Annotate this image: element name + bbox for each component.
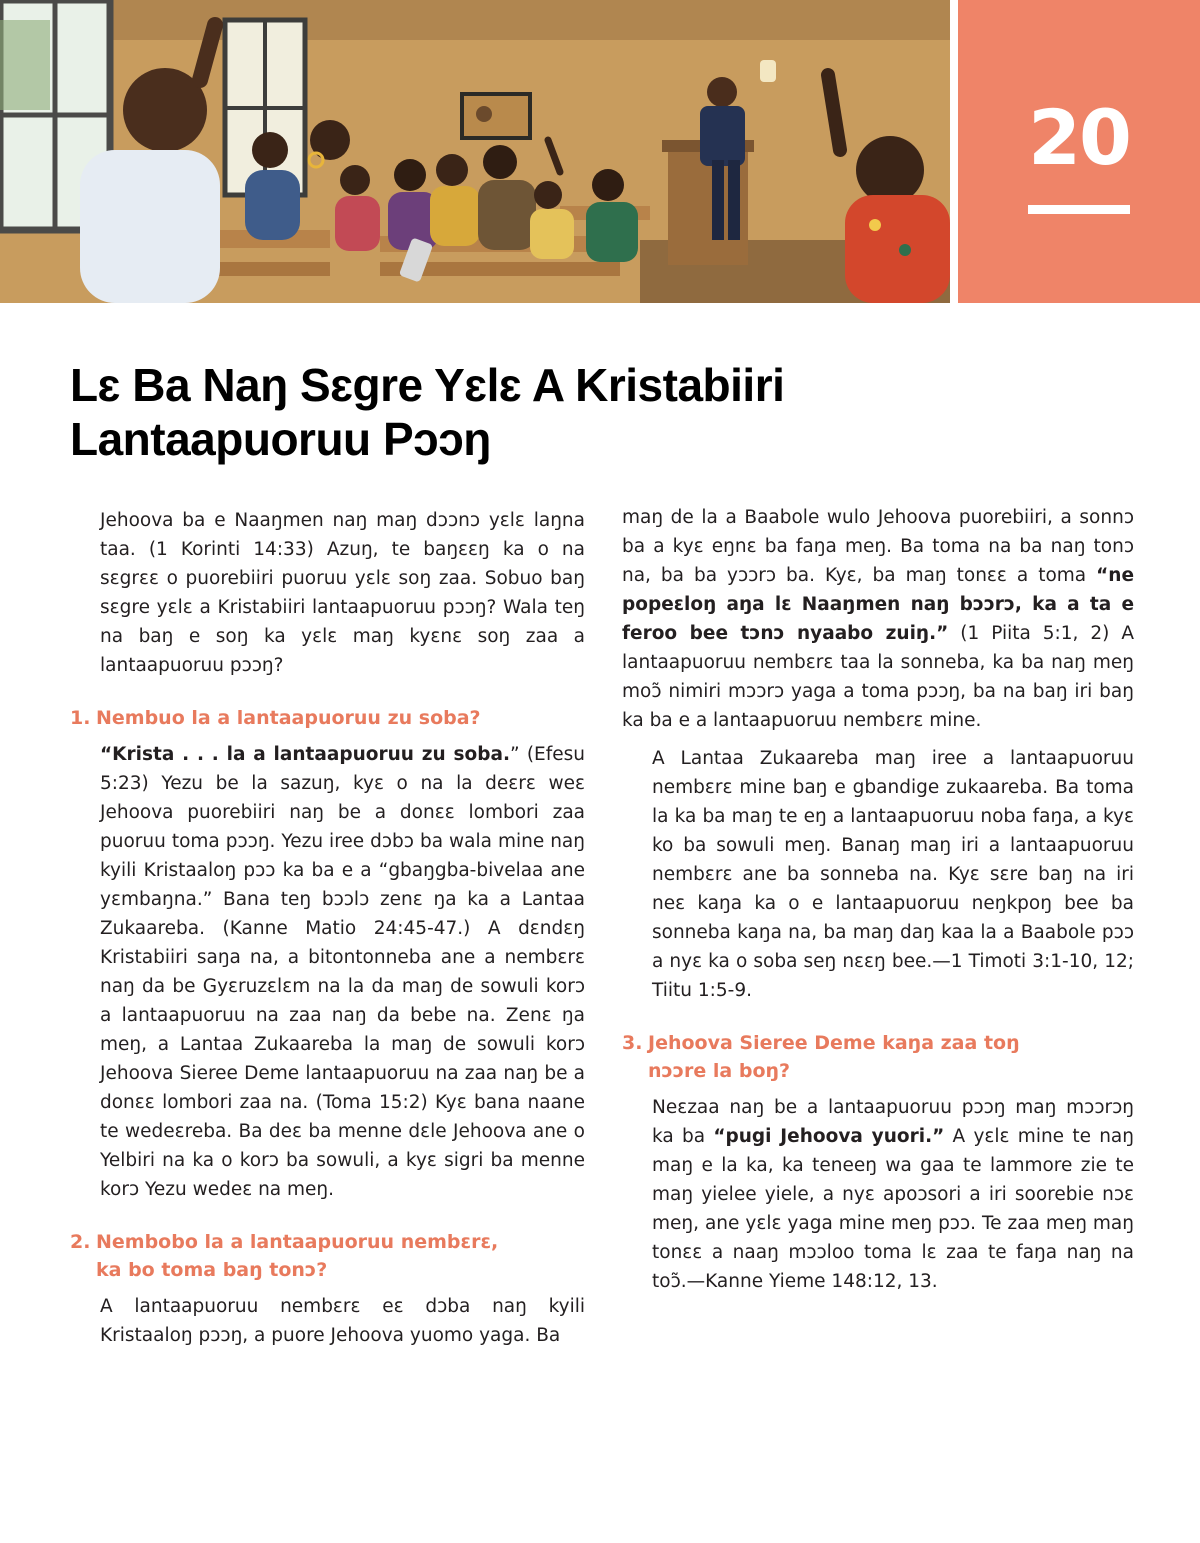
section-1-text: ” (Efesu 5:23) Yezu be la sazuŋ, kyɛ o na la deɛrɛ weɛ Jehoova puorebiiri naŋ be a donɛɛ lombori zaa puoruu toma pɔɔŋ. Yezu iree dɔbɔ ba wala mine naŋ kyili Kristaaloŋ pɔɔ ka ba e a “gbaŋgba-bivelaa ane yɛmbaŋna.” Bana teŋ bɔɔlɔ zenɛ ŋa ka a Lantaa Zukaareba. (Kanne Matio 24:45-47.) A dɛndɛŋ Kristabiiri saŋa na, a bitontonneba ane a nembɛrɛ naŋ da be Gyɛruzɛlɛm na la da maŋ de sowuli korɔ a lantaapuoruu na zaa naŋ da bebe na. Zenɛ ŋa meŋ, a Lantaa Zukaareba la maŋ de sowuli korɔ Jehoova Sieree Deme lantaapuoruu na zaa naŋ be a donɛɛ lombori zaa na. (Toma 15:2) Kyɛ bana naane te wedeɛreba. Ba deɛ ba menne dɛle Jehoova ane o Yelbiri na ka o korɔ ba sowuli, a kyɛ sigri ba menne korɔ Yezu wedeɛ na meŋ. — [100, 744, 585, 1200]
section-3-paragraph — [622, 1093, 1134, 1296]
page-title — [70, 358, 970, 466]
header-photo — [0, 0, 950, 303]
section-2-text-b: (1 Piita 5:1, 2) A lantaapuoruu nembɛrɛ taa la sonneba, ka ba naŋ meŋ moɔ̃ nimiri mɔɔrɔ yaga a toma pɔɔŋ, ba na baŋ iri baŋ ka ba e a lantaapuoruu nembɛrɛ mine. — [622, 623, 1134, 731]
right-column — [622, 503, 1134, 1305]
section-2-paragraph-2: A Lantaa Zukaareba maŋ iree a lantaapuoruu nembɛrɛ mine baŋ e gbandige zukaareba. Ba toma la ka ba maŋ te eŋ a lantaapuoruu noba faŋa, a kyɛ ko ba sowuli meŋ. Banaŋ maŋ iri a lantaapuoruu nembɛrɛ ane ba sonneba na. Kyɛ sɛre baŋ na iri neɛ kaŋa ka o e lantaapuoruu neŋkpoŋ bee ba sonneba kaŋa na, ba maŋ daŋ kaa la a Baabole pɔɔ a nyɛ ka o soba seŋ nɛɛŋ bee.—1 Timoti 3:1-10, 12; Tiitu 1:5-9. — [652, 748, 1134, 1001]
question-2-heading — [70, 1228, 585, 1284]
question-2-text-line2: ka bo toma baŋ tonɔ? — [96, 1259, 328, 1281]
question-3-text-line1: Jehoova Sieree Deme kaŋa zaa toŋ — [648, 1032, 1020, 1054]
intro-paragraph: Jehoova ba e Naaŋmen naŋ maŋ dɔɔnɔ yɛlɛ laŋna taa. (1 Korinti 14:33) Azuŋ, te baŋɛɛŋ ka o na sɛgrɛɛ o puorebiiri puoruu yɛlɛ soŋ zaa. Sobuo baŋ sɛgre yɛlɛ a Kristabiiri lantaapuoruu pɔɔŋ? Wala teŋ na baŋ e soŋ ka yɛlɛ maŋ kyɛnɛ soŋ zaa a lantaapuoruu pɔɔŋ? — [100, 510, 585, 676]
section-1-paragraph — [70, 740, 585, 1204]
section-2-quote: “ne popeɛloŋ aŋa lɛ Naaŋmen naŋ bɔɔrɔ, ka a ta e feroo bee tɔnɔ nyaabo zuiŋ.” — [622, 565, 1134, 644]
section-3-text-a: Neɛzaa naŋ be a lantaapuoruu pɔɔŋ maŋ mɔɔrɔŋ ka ba — [652, 1097, 1134, 1147]
question-1-number: 1. — [70, 707, 91, 729]
question-1-text: Nembuo la a lantaapuoruu zu soba? — [96, 707, 481, 729]
question-3-number: 3. — [622, 1032, 643, 1054]
page-title-line1: Lɛ Ba Naŋ Sɛgre Yɛlɛ A Kristabiiri — [70, 359, 785, 411]
lesson-number-badge — [958, 0, 1200, 303]
question-3-text-line2: nɔɔre la boŋ? — [648, 1060, 791, 1082]
lesson-number: 20 — [1028, 93, 1130, 182]
left-column — [70, 506, 585, 1359]
section-2-paragraph-start: A lantaapuoruu nembɛrɛ eɛ dɔba naŋ kyili Kristaaloŋ pɔɔŋ, a puore Jehoova yuomo yaga. Ba — [100, 1296, 585, 1346]
page-title-line2: Lantaapuoruu Pɔɔŋ — [70, 413, 491, 465]
question-2-number: 2. — [70, 1231, 91, 1253]
lesson-number-rule — [1028, 205, 1130, 214]
congregation-meeting-illustration — [0, 0, 950, 303]
section-3-quote: “pugi Jehoova yuori.” — [713, 1126, 945, 1147]
section-2-paragraph-continued — [622, 503, 1134, 735]
section-2-text-a: maŋ de la a Baabole wulo Jehoova puorebiiri, a sonnɔ ba a kyɛ eŋnɛ ba faŋa meŋ. Ba toma na ba naŋ tonɔ na, ba ba yɔɔrɔ ba. Kyɛ, ba maŋ tonɛɛ a toma — [622, 507, 1134, 586]
question-1-heading — [70, 704, 585, 732]
question-2-text-line1: Nembobo la a lantaapuoruu nembɛrɛ, — [96, 1231, 499, 1253]
section-1-quote: “Krista . . . la a lantaapuoruu zu soba. — [100, 744, 510, 765]
question-3-heading — [622, 1029, 1134, 1085]
section-3-text-b: A yɛlɛ mine te naŋ maŋ e la ka, ka teneeŋ wa gaa te lammore zie te maŋ yielee yiele, a nyɛ apoɔsori a iri soorebie nɔɛ meŋ, ane yɛlɛ yaga mine meŋ pɔɔ. Te zaa meŋ maŋ tonɛɛ a naaŋ mɔɔloo toma lɛ zaa te faŋa naŋ na toɔ̃.—Kanne Yieme 148:12, 13. — [652, 1126, 1134, 1292]
